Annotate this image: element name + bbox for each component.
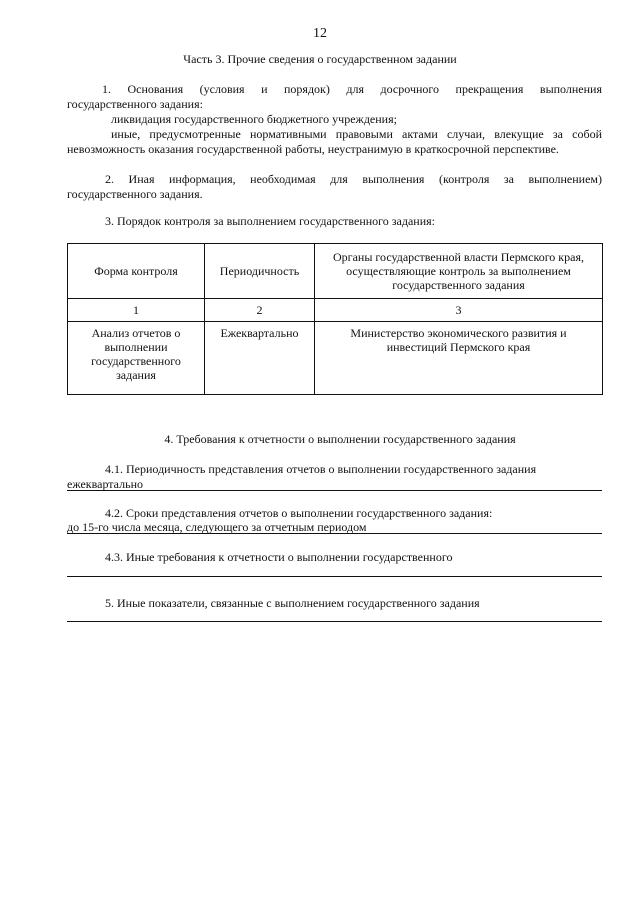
s1-line1: 1. Основания (условия и порядок) для досрочного прекращения выполнения bbox=[102, 82, 602, 96]
s4-p2-label: 4.2. Сроки представления отчетов о выполнении государственного задания: bbox=[105, 506, 493, 520]
s4-p1-label: 4.1. Периодичность представления отчетов о выполнении государственного задания bbox=[105, 462, 537, 476]
s4-p1-value: ежеквартально bbox=[67, 477, 143, 491]
table-number-cell: 2 bbox=[205, 299, 315, 322]
s4-p2-value: до 15-го числа месяца, следующего за отчетным периодом bbox=[67, 520, 367, 534]
page-number: 12 bbox=[313, 26, 327, 41]
table-row bbox=[68, 322, 603, 395]
table-cell: Ежеквартально bbox=[205, 322, 315, 395]
s1-line3: ликвидация государственного бюджетного учреждения; bbox=[111, 112, 397, 126]
s4-title: 4. Требования к отчетности о выполнении государственного задания bbox=[164, 432, 516, 446]
table-header-cell: Форма контроля bbox=[68, 244, 205, 299]
s1-line2: государственного задания: bbox=[67, 97, 203, 111]
table-header-cell: Периодичность bbox=[205, 244, 315, 299]
s1-line4: иные, предусмотренные нормативными правовыми актами случаи, влекущие за собой bbox=[111, 127, 602, 141]
s5-title: 5. Иные показатели, связанные с выполнением государственного задания bbox=[105, 596, 480, 610]
s3-title: 3. Порядок контроля за выполнением государственного задания: bbox=[105, 214, 435, 228]
s5-underline bbox=[67, 621, 602, 622]
table-cell: Министерство экономического развития и инвестиций Пермского края bbox=[315, 322, 603, 395]
s2-line1: 2. Иная информация, необходимая для выполнения (контроля за выполнением) bbox=[105, 172, 602, 186]
s1-line5: невозможность оказания государственной работы, неустранимую в краткосрочной перспективе. bbox=[67, 142, 559, 156]
s4-p3-label: 4.3. Иные требования к отчетности о выполнении государственного bbox=[105, 550, 453, 564]
s4-p2-underline bbox=[67, 533, 602, 534]
s4-p1-underline bbox=[67, 490, 602, 491]
control-table bbox=[67, 243, 603, 395]
table-header-cell: Органы государственной власти Пермского края, осуществляющие контроль за выполнением государственного задания bbox=[315, 244, 603, 299]
s4-p3-underline bbox=[67, 576, 602, 577]
part-title: Часть 3. Прочие сведения о государственном задании bbox=[183, 52, 457, 66]
table-cell: Анализ отчетов о выполнении государственного задания bbox=[68, 322, 205, 395]
table-header-row bbox=[68, 244, 603, 299]
table-number-cell: 3 bbox=[315, 299, 603, 322]
table-number-row bbox=[68, 299, 603, 322]
s2-line2: государственного задания. bbox=[67, 187, 203, 201]
table-number-cell: 1 bbox=[68, 299, 205, 322]
